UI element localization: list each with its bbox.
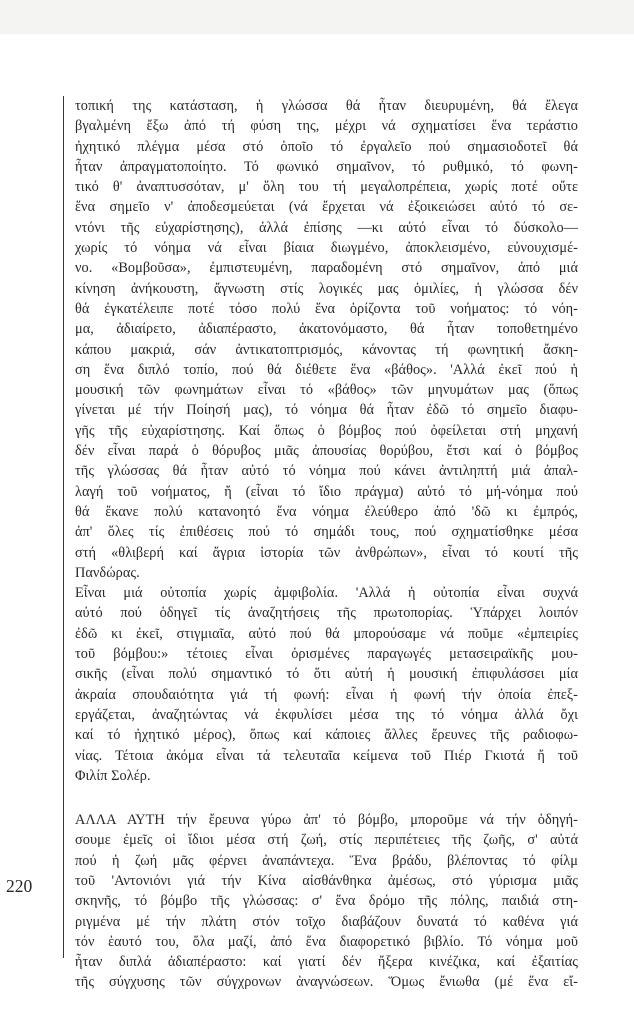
text-line: κάπου μακριά, σάν ἀντικατοπτρισμός, κάνοντας τή φωνητική ἄσκη- [75,341,578,358]
text-line: νο. «Βομβοῦσα», ἐμπιστευμένη, παραδομένη στό σημαῖνον, ἀπό μιά [75,260,578,277]
text-line: εργάζεται, ἀναζητώντας νά ἐκφυλίσει μέσα της τό νόημα ἀλλά ὄχι [75,706,578,723]
text-line: θά ἔκανε πολύ κατανοητό ἕνα νόημα ἐλεύθερο ἀπό 'δῶ κι ἐμπρός, [75,503,578,520]
text-line: ἦταν ἀπραγματοποίητο. Τό φωνικό σημαῖνον, τό ρυθμικό, τό φωνη- [75,158,578,175]
text-line: μα, ἀδιαίρετο, ἀδιαπέραστο, ἀκατονόμαστο, θά ἦταν τοποθετημένο [75,321,578,338]
text-line: ριγμένα μέ τήν πλάτη στόν τοῖχο διαβάζουν δυνατά τό καθένα γιά [75,913,578,930]
text-line: καί τό ἠχητικό μέρος), ὅπως καί κάποιες ἄλλες ἔρευνες τῆς ραδιοφω- [75,727,578,744]
text-line: τοῦ βόμβου:» τέτοιες εἶναι ὁρισμένες παραγωγές μετασειραϊκῆς μου- [75,646,578,663]
text-line: ἀκραία σπουδαιότητα γιά τή φωνή: εἶναι ἡ φωνή τήν ὁποία ἐπεξ- [75,686,578,703]
text-line: σουμε ἐμεῖς οἱ ἴδιοι μέσα στή ζωή, στίς περιπέτειες τῆς ζωῆς, σ' αὐτά [75,832,578,849]
text-line: κίνηση ἀνήκουστη, ἄγνωστη στίς λογικές μας ὁμιλίες, ἡ γλώσσα δέν [75,280,578,297]
text-line: μουσική τῶν φωνημάτων εἶναι τό «βάθος» τῶν μηνυμάτων μας (ὅπως [75,382,578,399]
text-line: τικό θ' ἀναπτυσσόταν, μ' ὅλη του τή μεγαλοπρέπεια, χωρίς ποτέ οὔτε [75,179,578,196]
scan-border [0,0,634,34]
margin-rule [63,96,64,958]
paragraph-2 [75,583,578,786]
text-line: τῆς σύγχυσης τῶν σύγχρονων ἀναγνώσεων. Ὅμως ἔνιωθα (μέ ἕνα εἴ- [75,974,578,991]
text-line: Εἶναι μιά οὐτοπία χωρίς ἀμφιβολία. 'Αλλά ἡ οὐτοπία εἶναι συχνά [75,585,578,602]
text-line: τοῦ 'Αντονιόνι γιά τήν Κίνα αἰσθάνθηκα ἀμέσως, στό γύρισμα μιᾶς [75,872,578,889]
text-line: τόν ἑαυτό του, ὅλα μαζί, ἀπό ἕνα διαφορετικό βιβλίο. Τό νόημα μοῦ [75,933,578,950]
text-line: νίας. Τέτοια ἀκόμα εἶναι τά τελευταῖα κείμενα τοῦ Πιέρ Γκιοτά ἤ τοῦ [75,747,578,764]
text-line: σικῆς (εἶναι πολύ σημαντικό τό ὅτι αὐτή ἡ μουσική ἐπιφυλάσσει μία [75,666,578,683]
text-line: βγαλμένη ἔξω ἀπό τή φύση της, μέχρι νά σχηματίσει ἕνα τεράστιο [75,118,578,135]
text-line: ἕνα σημεῖο ν' ἀποδεσμεύεται (νά ἔρχεται νά ἐξοικειώσει αὐτό τό σε- [75,199,578,216]
text-line: Φιλίπ Σολέρ. [75,767,151,784]
text-line: γίνεται μέ τήν Ποίησή μας), τό νόημα θά ἦταν ἐδῶ τό σημεῖο διαφυ- [75,402,578,419]
text-line: πού ἡ ζωή μᾶς φέρνει ἀναπάντεχα. Ἕνα βράδυ, βλέποντας τό φίλμ [75,852,578,869]
body-text [75,96,578,993]
section-gap [75,786,578,810]
paragraph-1 [75,96,578,583]
text-line: τῆς γλώσσας θά ἦταν αὐτό τό νόημα πού κάνει ἀντιληπτή μιά ἀπαλ- [75,463,578,480]
paragraph-3 [75,810,578,993]
text-line: χωρίς τό νόημα νά εἶναι βίαια διωγμένο, ἀποκλεισμένο, εὐνουχισμέ- [75,240,578,257]
text-line: θά ἐγκατέλειπε ποτέ τόσο πολύ ἕνα ὁρίζοντα τοῦ νοήματος: τό νόη- [75,300,578,317]
text-line: αὐτό πού ὁδηγεῖ τίς ἀναζητήσεις τῆς πρωτοπορίας. Ὑπάρχει λοιπόν [75,605,578,622]
text-line: τοπική της κατάσταση, ἡ γλώσσα θά ἦταν διευρυμένη, θά ἔλεγα [75,98,578,114]
text-line: γῆς τῆς εὐχαρίστησης. Καί ὅπως ὁ βόμβος πού ὀφείλεται στή μηχανή [75,422,578,439]
text-line: ἦταν διπλά ἀδιαπέραστο: καί γιατί δέν ἤξερα κινέζικα, καί ἐξαιτίας [75,954,578,971]
text-line: ἐδῶ κι ἐκεῖ, στιγμιαῖα, αὐτό πού θά μπορούσαμε νά ποῦμε «ἐμπειρίες [75,625,578,642]
text-line: δέν εἶναι παρά ὁ θόρυβος μιᾶς ἀπουσίας θορύβου, ἔτσι καί ὁ βόμβος [75,443,578,460]
text-line: ΑΛΛΑ ΑΥΤΗ τήν ἔρευνα γύρω ἀπ' τό βόμβο, μποροῦμε νά τήν ὁδηγή- [75,812,578,829]
text-line: λαγή τοῦ νοήματος, ἤ (εἶναι τό ἴδιο πράγμα) αὐτό τό μή-νόημα πού [75,483,578,500]
text-line: ση ἕνα διπλό τοπίο, πού θά διέθετε ἕνα «βάθος». 'Αλλά ἐκεῖ πού ἡ [75,361,578,378]
text-line: ἠχητικό πλέγμα μέσα στό ὁποῖο τό ἐργαλεῖο πού σημασιοδοτεῖ θά [75,138,578,155]
page-number: 220 [6,876,33,896]
text-line: ντόνι τῆς εὐχαρίστησης), ἀλλά ἐπίσης —κι αὐτό εἶναι τό δύσκολο— [75,219,578,236]
book-page [0,34,634,1024]
text-line: στή «θλιβερή καί ἄγρια ἱστορία τῶν ἀνθρώπων», εἶναι τό κουτί τῆς [75,544,578,561]
text-line: ἀπ' ὅλες τίς ἐπιθέσεις πού τό σημάδι τους, πού σχηματίσθηκε μέσα [75,524,578,541]
text-line: Πανδώρας. [75,564,140,581]
text-line: σκηνῆς, τό βόμβο τῆς γλώσσας: σ' ἕνα δρόμο τῆς πόλης, παιδιά στη- [75,893,578,910]
